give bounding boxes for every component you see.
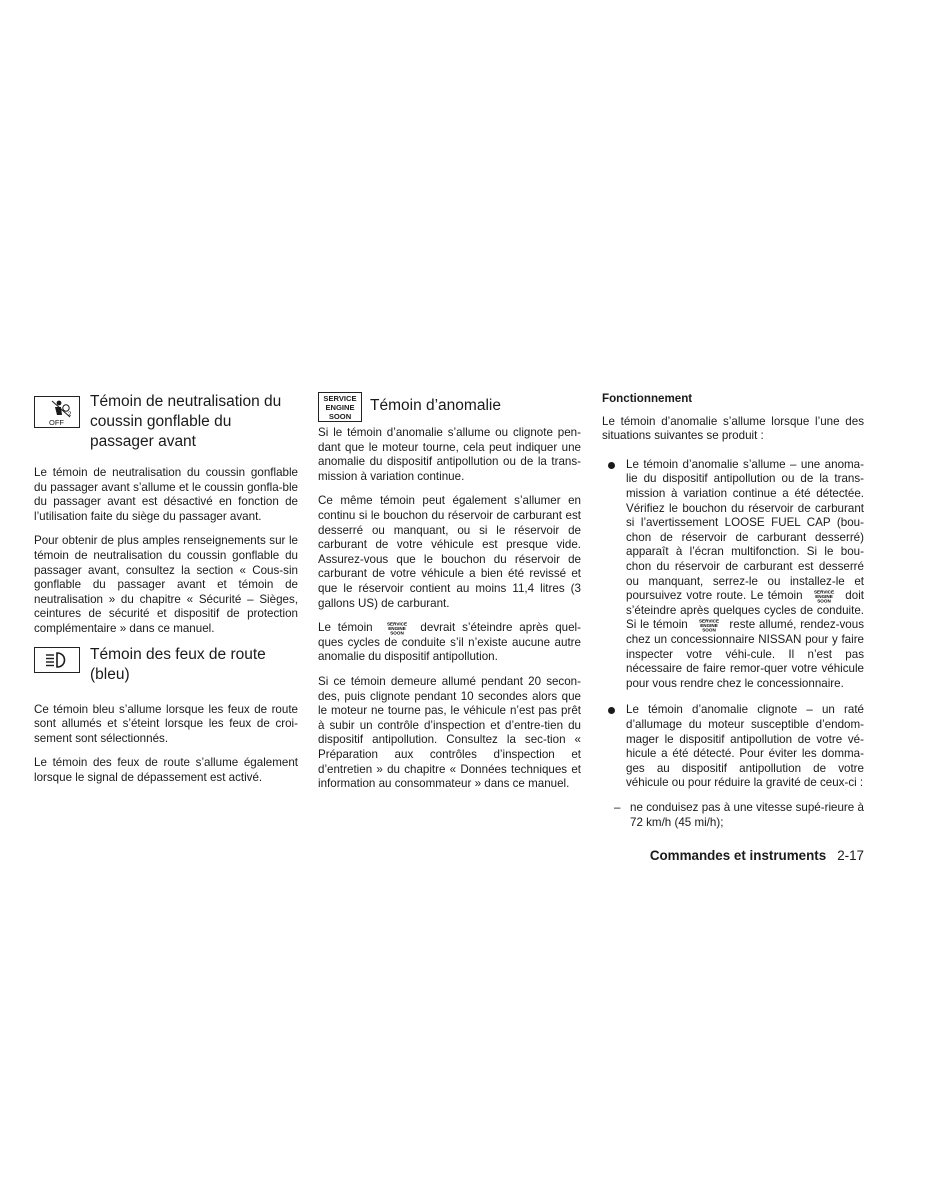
high-beam-icon (34, 647, 80, 673)
service-engine-soon-icon (318, 392, 362, 422)
paragraph: Le témoin d’anomalie s’allume lorsque l’une des situations suivantes se produit : (602, 414, 864, 443)
chapter-title: Commandes et instruments (649, 848, 827, 863)
text-fragment: Le témoin d’anomalie clignote – un raté d’allumage du moteur susceptible d’endom-mager le dispositif antipollution de votre vé-hicule a été détecté. Pour éviter les domma-ges au dispositif antipollution de votre véhicule ou pour réduire la gravité de ceux-ci : (626, 703, 864, 790)
section-title-malfunction: Témoin d’anomalie (370, 397, 501, 414)
bullet-icon (608, 707, 615, 714)
svg-text:SOON: SOON (389, 630, 404, 636)
airbag-off-icon (34, 396, 80, 428)
svg-text:2: 2 (68, 412, 72, 418)
column-1 (34, 392, 298, 786)
service-label: SERVICE (323, 393, 357, 403)
list-item (602, 801, 864, 830)
section-high-beam (34, 645, 298, 685)
soon-label: SOON (328, 411, 352, 421)
svg-text:SERVICE: SERVICE (386, 621, 407, 627)
engine-label: ENGINE (325, 402, 355, 412)
service-engine-soon-icon (811, 589, 837, 603)
section-title-airbag: Témoin de neutralisation du coussin gonflable du passager avant (90, 393, 282, 450)
svg-text:ENGINE: ENGINE (815, 594, 833, 600)
svg-text:ENGINE: ENGINE (699, 623, 718, 629)
section-malfunction (318, 392, 581, 422)
section-airbag-off (34, 392, 298, 452)
page-number: 2-17 (837, 848, 864, 863)
text-fragment: devrait s’éteindre après quel-ques cycles de conduite s’il n’existe aucune autre anomalie du dispositif antipollution. (318, 621, 581, 664)
paragraph: Pour obtenir de plus amples renseignements sur le témoin de neutralisation du coussin gonflable du passager avant, consultez la section « Cous-sin gonflable du passager avant et témoin de neutralisation » du chapitre « Sécurité – Sièges, ceintures de sécurité et dispositif de protection complémentaire » dans ce manuel. (34, 534, 298, 635)
section-title-high-beam: Témoin des feux de route (bleu) (90, 645, 266, 683)
text-fragment: reste allumé, rendez-vous chez un concessionnaire NISSAN pour y faire inspecter votre véhi-cule. Il n’est pas nécessaire de faire remor-quer votre véhicule pour vous rendre chez le concessionnaire. (626, 618, 864, 690)
dash-marker: – (614, 800, 621, 814)
text-fragment: ne conduisez pas à une vitesse supé-rieure à 72 km/h (45 mi/h); (630, 800, 864, 829)
svg-text:ENGINE: ENGINE (387, 626, 406, 632)
list-item (602, 703, 864, 791)
svg-text:SERVICE: SERVICE (813, 589, 834, 595)
text-fragment: doit s’éteindre après quelques cycles de conduite. Si le témoin (626, 589, 864, 632)
column-3 (602, 392, 864, 830)
paragraph: Ce témoin bleu s’allume lorsque les feux de route sont allumés et s’éteint lorsque les feux de croi-sement sont sélectionnés. (34, 702, 298, 745)
page-footer (650, 848, 864, 863)
list-item (602, 458, 864, 692)
bullet-icon (608, 462, 615, 469)
svg-text:SOON: SOON (817, 598, 831, 604)
service-engine-soon-icon (696, 618, 722, 632)
column-2 (318, 392, 581, 792)
paragraph: Le témoin de neutralisation du coussin gonflable du passager avant s’allume et le coussin gonfla-ble du passager avant est désactivé en fonction de l’utilisation faite du siège du passager avant. (34, 466, 298, 523)
text-fragment: Le témoin d’anomalie s’allume – une anoma-lie du dispositif antipollution ou de la trans-mission à variation continue a été détectée. Vérifiez le bouchon du réservoir de carburant si l’avertissement LOOSE FUEL CAP (bou-chon de réservoir de carburant desserré) apparaît à l’écran multifonction. Si le bou-chon du réservoir de carburant est desserré ou manquant, serrez-le ou installez-le et poursuivez votre route. Le témoin (626, 457, 864, 603)
paragraph (318, 621, 581, 665)
paragraph: Le témoin des feux de route s’allume également lorsque le signal de dépassement est activé. (34, 756, 298, 784)
svg-text:SERVICE: SERVICE (698, 618, 719, 624)
subheading-fonctionnement: Fonctionnement (602, 392, 693, 405)
paragraph: Si le témoin d’anomalie s’allume ou clignote pen-dant que le moteur tourne, cela peut indiquer une anomalie du dispositif antipollution ou de la trans-mission à variation continue. (318, 426, 581, 483)
svg-text:SOON: SOON (701, 627, 716, 633)
paragraph: Ce même témoin peut également s’allumer en continu si le bouchon du réservoir de carburant est desserré ou manquant, ou si le réservoir de carburant de votre véhicule est presque vide. Assurez-vous que le bouchon du réservoir de carburant de votre véhicule a bien été revissé et que le réservoir contient au moins 11,4 litres (3 gallons US) de carburant. (318, 494, 581, 610)
airbag-off-label: OFF (49, 418, 64, 427)
paragraph: Si ce témoin demeure allumé pendant 20 secon-des, puis clignote pendant 10 secondes alors que le moteur ne tourne pas, le véhicule n’est pas prêt à subir un contrôle d’inspection et d’entre-tien du dispositif antipollution. Consultez la sec-tion « Préparation aux contrôles d’inspection et d’entretien » du chapitre « Données techniques et information au consommateur » dans ce manuel. (318, 674, 581, 791)
service-engine-soon-icon (384, 621, 410, 635)
text-fragment: Le témoin (318, 621, 373, 635)
